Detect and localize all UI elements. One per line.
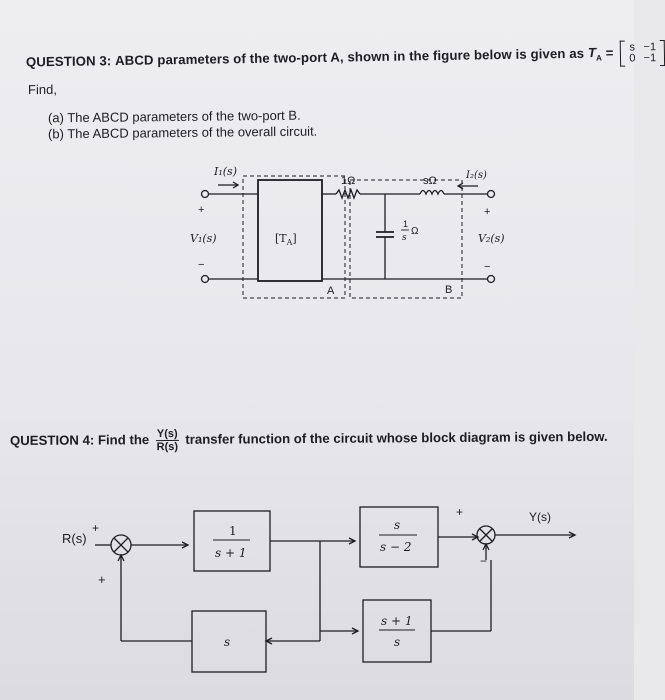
equals-sign: = bbox=[605, 45, 614, 61]
h2-label: s bbox=[224, 635, 231, 649]
ta-box bbox=[258, 180, 322, 281]
v2-label: V₂(s) bbox=[478, 232, 505, 245]
ta-symbol: $T_A$ bbox=[587, 45, 603, 64]
block-h1 bbox=[363, 600, 431, 662]
matrix-cell: 0 bbox=[629, 52, 636, 65]
input-plus: + bbox=[92, 521, 100, 535]
i2-label: I₂(s) bbox=[466, 170, 487, 181]
terminal-1-top bbox=[202, 191, 209, 198]
cap-unit: Ω bbox=[411, 226, 419, 237]
v1-label: V₁(s) bbox=[190, 232, 217, 245]
g2-num: s bbox=[394, 518, 401, 532]
label-a: A bbox=[327, 285, 335, 297]
part-b: (b) The ABCD parameters of the overall circuit. bbox=[47, 123, 318, 142]
g2-den: s − 2 bbox=[380, 540, 412, 554]
output-label: Y(s) bbox=[529, 510, 551, 524]
g1-den: s + 1 bbox=[215, 546, 247, 560]
ta-box-label: $[T_A]$ bbox=[275, 232, 297, 247]
question3-text: ABCD parameters of the two-port A, shown in the figure below is given as bbox=[114, 45, 585, 69]
block-g1 bbox=[194, 511, 270, 571]
cap-den: s bbox=[402, 233, 407, 243]
question4-pre: Find the bbox=[97, 432, 150, 448]
feedback-plus: + bbox=[98, 572, 106, 587]
h1-den: s bbox=[394, 635, 401, 649]
matrix-cell: −1 bbox=[643, 52, 657, 65]
terminal-2-top bbox=[488, 191, 495, 198]
fraction-numerator: Y(s) bbox=[156, 427, 178, 441]
g1-num: 1 bbox=[229, 524, 237, 538]
v2-minus: − bbox=[484, 261, 491, 273]
v1-plus: + bbox=[198, 204, 205, 216]
v2-plus: + bbox=[484, 206, 491, 218]
matrix-cell: −1 bbox=[643, 41, 657, 54]
resistor-1ohm bbox=[336, 190, 360, 198]
v1-minus: − bbox=[198, 259, 205, 271]
find-label: Find, bbox=[27, 81, 57, 98]
terminal-1-bottom bbox=[202, 276, 209, 283]
question3-label: QUESTION 3: bbox=[25, 53, 112, 70]
inductor-label: sΩ bbox=[423, 175, 437, 187]
part-a: (a) The ABCD parameters of the two-port B. bbox=[47, 107, 301, 126]
inductor-s bbox=[420, 191, 444, 195]
matrix-cell: s bbox=[629, 41, 636, 54]
question4-statement bbox=[10, 425, 608, 454]
h1-num: s + 1 bbox=[381, 614, 413, 628]
label-b: B bbox=[445, 284, 453, 296]
transfer-fraction bbox=[156, 428, 179, 453]
i1-label: I₁(s) bbox=[214, 165, 237, 178]
input-label: R(s) bbox=[62, 531, 87, 546]
output-minus: − bbox=[480, 554, 488, 568]
output-plus: + bbox=[456, 505, 464, 519]
question4-label: QUESTION 4: bbox=[9, 432, 95, 449]
terminal-2-bottom bbox=[488, 276, 495, 283]
question4-post: transfer function of the circuit whose block diagram is given below. bbox=[185, 428, 608, 447]
cap-num: 1 bbox=[403, 219, 409, 229]
fraction-denominator: R(s) bbox=[156, 440, 179, 454]
block-g2 bbox=[360, 507, 438, 567]
resistor-label: 1Ω bbox=[341, 175, 356, 187]
